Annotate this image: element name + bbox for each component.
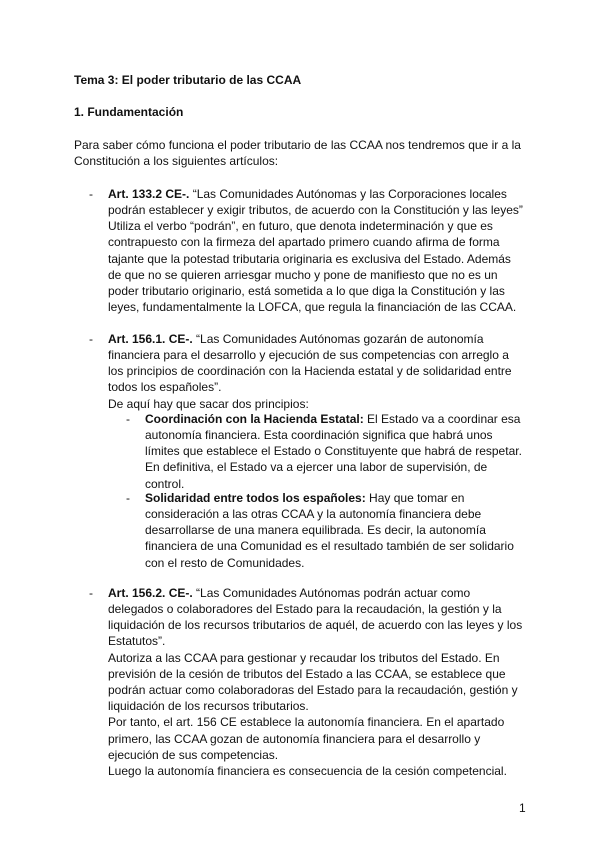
principle-solidarity-first-line <box>145 490 464 507</box>
paragraph-line: podrán actuar como colaboradoras del Estado para la recaudación, gestión y <box>108 683 518 697</box>
paragraph-line: podrán establecer y exigir tributos, de acuerdo con la Constitución y las leyes” <box>108 203 523 217</box>
paragraph-line: consideración a las otras CCAA y la autonomía financiera debe <box>145 507 482 521</box>
art-quote-start: “Las Comunidades Autónomas podrán actuar como <box>192 586 471 600</box>
art-156-1-first-line <box>108 331 484 348</box>
art-label: Art. 156.1. CE-. <box>108 332 193 346</box>
principle-text-start: El Estado va a coordinar esa <box>363 412 521 426</box>
art-156-2-first-line <box>108 585 470 602</box>
paragraph-line: poder tributario originario, está sometida a lo que diga la Constitución y las <box>108 284 505 298</box>
paragraph-line: contrapuesto con la firmeza del apartado primero cuando afirma de forma <box>108 235 500 250</box>
paragraph-line: leyes, fundamentalmente la LOFCA, que regula la financiación de las CCAA. <box>108 300 517 315</box>
paragraph-line: con el resto de Comunidades. <box>145 555 305 570</box>
paragraph-line: ejecución de sus competencias. <box>108 747 279 762</box>
paragraph-line: Estatutos”. <box>108 634 166 649</box>
principle-label: Coordinación con la Hacienda Estatal: <box>145 412 364 426</box>
paragraph-line: delegados o colaboradores del Estado para la recaudación, la gestión y la <box>108 602 502 616</box>
art-quote-start: “Las Comunidades Autónomas y las Corporaciones locales <box>189 187 507 201</box>
paragraph-line: financiera para el desarrollo y ejecución de sus competencias con arreglo a <box>108 348 509 362</box>
paragraph-line: De aquí hay que sacar dos principios: <box>108 396 309 411</box>
paragraph-line: En definitiva, el Estado va a ejercer una labor de supervisión, de <box>145 460 488 475</box>
paragraph-line: Utiliza el verbo “podrán”, en futuro, que denota indeterminación y que es <box>108 219 493 234</box>
bullet-dash: - <box>89 187 93 201</box>
paragraph-line: financiera de una Comunidad es el resultado también de ser solidario <box>145 539 514 554</box>
paragraph-line: tajante que la potestad tributaria originaria es exclusiva del Estado. Además <box>108 251 511 266</box>
page-number: 1 <box>519 801 526 815</box>
paragraph-line: desarrollarse de una manera equilibrada. Es decir, la autonomía <box>145 523 486 538</box>
paragraph-line: autonomía financiera. Esta coordinación significa que habrá unos <box>145 428 493 442</box>
paragraph-line: Por tanto, el art. 156 CE establece la autonomía financiera. En el apartado <box>108 715 505 730</box>
principle-label: Solidaridad entre todos los españoles: <box>145 491 366 505</box>
sub-bullet-dash: - <box>126 491 130 505</box>
art-label: Art. 133.2 CE-. <box>108 187 190 201</box>
bullet-dash: - <box>89 332 93 346</box>
paragraph-line: los principios de coordinación con la Hacienda estatal y de solidaridad entre <box>108 364 512 379</box>
principle-coordination-first-line <box>145 411 520 428</box>
paragraph-line: primero, las CCAA gozan de autonomía financiera para el desarrollo y <box>108 731 481 746</box>
paragraph-line: control. <box>145 476 185 491</box>
paragraph-line: liquidación de los recursos tributarios de aquél, de acuerdo con las leyes y los <box>108 618 523 633</box>
sub-bullet-dash: - <box>126 412 130 426</box>
paragraph-line: de que no se quieren arriesgar mucho y pone de manifiesto que no es un <box>108 267 498 282</box>
art-quote-start: “Las Comunidades Autónomas gozarán de autonomía <box>192 332 484 346</box>
paragraph-line: todos los españoles”. <box>108 380 222 395</box>
paragraph-line: Autoriza a las CCAA para gestionar y recaudar los tributos del Estado. En <box>108 650 500 665</box>
bullet-dash: - <box>89 586 93 600</box>
art-label: Art. 156.2. CE-. <box>108 586 193 600</box>
section-heading: 1. Fundamentación <box>74 105 184 119</box>
paragraph-line: Luego la autonomía financiera es consecuencia de la cesión competencial. <box>108 764 507 778</box>
intro-line: Constitución a los siguientes artículos: <box>74 154 279 168</box>
art-133-2-first-line <box>108 186 507 203</box>
document-title: Tema 3: El poder tributario de las CCAA <box>74 73 302 87</box>
principle-text-start: Hay que tomar en <box>365 491 465 505</box>
paragraph-line: límites que establece el Estado o Constituyente que habrá de respetar. <box>145 444 522 459</box>
intro-line: Para saber cómo funciona el poder tributario de las CCAA nos tendremos que ir a la <box>74 138 521 152</box>
paragraph-line: previsión de la cesión de tributos del Estado a las CCAA, se establece que <box>108 666 506 681</box>
paragraph-line: liquidación de los recursos tributarios. <box>108 699 309 714</box>
